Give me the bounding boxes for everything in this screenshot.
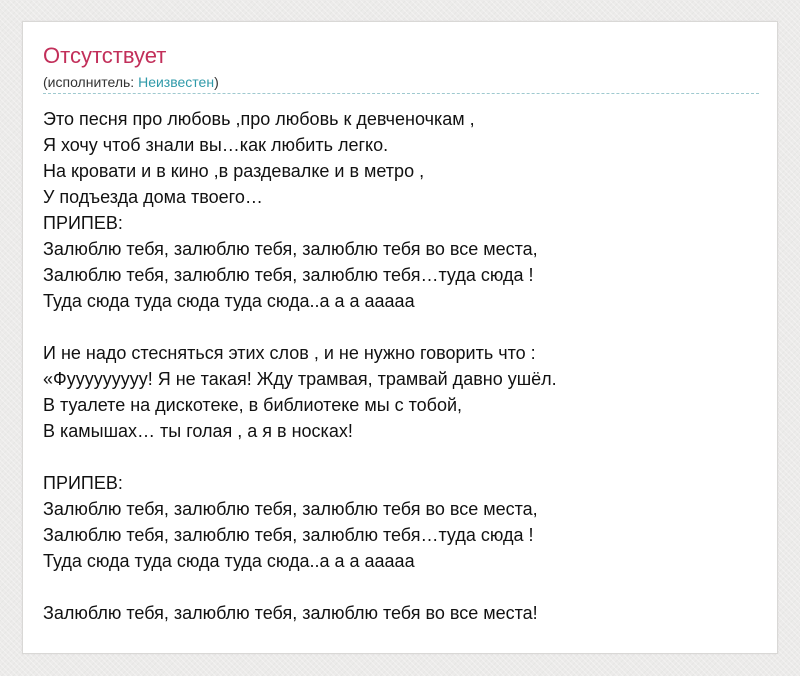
lyric-line: Залюблю тебя, залюблю тебя, залюблю тебя во все места, <box>43 239 538 259</box>
lyric-line: Залюблю тебя, залюблю тебя, залюблю тебя…туда сюда ! <box>43 525 534 545</box>
lyrics-card <box>22 21 778 654</box>
artist-suffix: ) <box>214 74 219 90</box>
artist-link[interactable]: Неизвестен <box>138 74 215 90</box>
artist-line <box>43 73 219 91</box>
song-title: Отсутствует <box>43 43 167 68</box>
lyric-line: Туда сюда туда сюда туда сюда..а а а ааааа <box>43 291 415 311</box>
lyric-line: Залюблю тебя, залюблю тебя, залюблю тебя во все места! <box>43 603 538 623</box>
lyric-line: В туалете на дискотеке, в библиотеке мы с тобой, <box>43 395 463 415</box>
lyric-line: На кровати и в кино ,в раздевалке и в метро , <box>43 161 425 181</box>
lyric-line: В камышах… ты голая , а я в носках! <box>43 421 353 441</box>
lyric-line: Это песня про любовь ,про любовь к девченочкам , <box>43 109 475 129</box>
lyric-line: Залюблю тебя, залюблю тебя, залюблю тебя…туда сюда ! <box>43 265 534 285</box>
lyric-blank-line <box>43 314 759 340</box>
lyric-line: Залюблю тебя, залюблю тебя, залюблю тебя во все места, <box>43 499 538 519</box>
lyric-line: Я хочу чтоб знали вы…как любить легко. <box>43 135 389 155</box>
lyrics-text <box>43 106 759 626</box>
lyric-blank-line <box>43 444 759 470</box>
lyric-blank-line <box>43 574 759 600</box>
title-divider <box>43 93 759 94</box>
lyric-line: И не надо стесняться этих слов , и не нужно говорить что : <box>43 343 536 363</box>
lyric-line: У подъезда дома твоего… <box>43 187 263 207</box>
lyric-line: ПРИПЕВ: <box>43 473 123 493</box>
lyric-line: ПРИПЕВ: <box>43 213 123 233</box>
lyric-line: Туда сюда туда сюда туда сюда..а а а ааааа <box>43 551 415 571</box>
lyric-line: «Фууууууууу! Я не такая! Жду трамвая, трамвай давно ушёл. <box>43 369 557 389</box>
artist-prefix: (исполнитель: <box>43 74 139 90</box>
